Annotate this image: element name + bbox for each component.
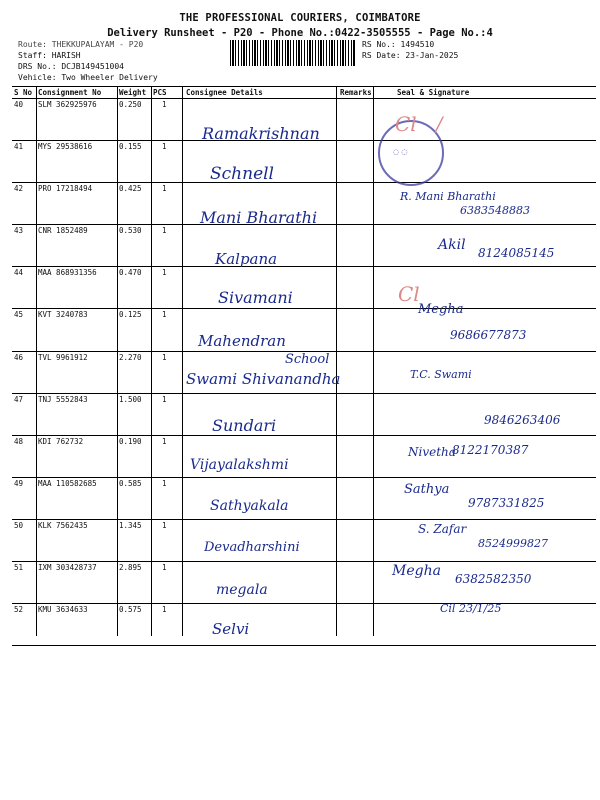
hw-signature: R. Mani Bharathi <box>400 190 496 203</box>
hw-phone: 8124085145 <box>478 246 555 260</box>
drs-number: DRS No.: DCJB149451004 <box>18 62 124 71</box>
cell-sno: 49 <box>14 478 24 488</box>
table-row <box>12 267 596 309</box>
col-remarks: Remarks <box>340 88 372 97</box>
cell-sno: 40 <box>14 100 24 109</box>
hw-name: megala <box>216 582 268 598</box>
cell-weight: 0.190 <box>119 436 142 446</box>
hw-phone: 6383548883 <box>460 204 530 217</box>
hw-signature: Megha <box>392 563 441 579</box>
red-mark: Cl / <box>395 112 443 136</box>
col-weight: Weight <box>119 88 147 97</box>
cell-consignment-no: TNJ 5552843 <box>38 394 88 404</box>
cell-consignment-no: PRO 17218494 <box>38 184 93 194</box>
cell-weight: 0.470 <box>119 268 142 278</box>
route-label: Route: THEKKUPALAYAM - P20 <box>18 40 144 49</box>
cell-pcs: 1 <box>162 520 167 530</box>
col-pcs: PCS <box>153 88 167 97</box>
cell-consignment-no: CNR 1852489 <box>38 226 88 236</box>
cell-sno: 48 <box>14 436 24 446</box>
hw-signature: Megha <box>418 302 464 317</box>
table-row <box>12 141 596 183</box>
cell-weight: 2.270 <box>119 352 142 362</box>
cell-pcs: 1 <box>162 605 167 615</box>
cell-pcs: 1 <box>162 563 167 573</box>
cell-consignment-no: KLK 7562435 <box>38 520 88 530</box>
runsheet-subtitle: Delivery Runsheet - P20 - Phone No.:0422-3505555 - Page No.:4 <box>107 27 493 39</box>
hw-name: Mani Bharathi <box>200 208 318 227</box>
col-divider <box>373 86 374 636</box>
hw-signature: Nivetha <box>408 445 456 459</box>
cell-pcs: 1 <box>162 310 167 320</box>
cell-pcs: 1 <box>162 226 167 236</box>
hw-name: Sathyakala <box>210 498 289 514</box>
cell-sno: 52 <box>14 605 24 615</box>
hw-name: Schnell <box>210 164 274 184</box>
row-separator <box>12 645 596 646</box>
hw-phone: 6382582350 <box>455 572 532 586</box>
col-divider <box>117 86 118 636</box>
cell-sno: 46 <box>14 352 24 362</box>
cell-consignment-no: MAA 868931356 <box>38 268 97 278</box>
staff-label: Staff: HARISH <box>18 51 81 60</box>
cell-pcs: 1 <box>162 100 167 109</box>
hw-signature: S. Zafar <box>418 522 467 536</box>
cell-pcs: 1 <box>162 352 167 362</box>
hw-signature: T.C. Swami <box>410 368 472 381</box>
cell-weight: 2.895 <box>119 563 142 573</box>
cell-weight: 1.345 <box>119 520 142 530</box>
hw-name: Swami Shivanandha <box>186 370 341 388</box>
cell-pcs: 1 <box>162 142 167 152</box>
cell-pcs: 1 <box>162 184 167 194</box>
stamp-mark: ◌ ◌ <box>393 148 408 156</box>
cell-consignment-no: KVT 3240783 <box>38 310 88 320</box>
hw-name: School <box>285 352 330 367</box>
cell-weight: 0.530 <box>119 226 142 236</box>
cell-sno: 51 <box>14 563 24 573</box>
cell-sno: 43 <box>14 226 24 236</box>
cell-consignment-no: KMU 3634633 <box>38 605 88 615</box>
cell-weight: 0.155 <box>119 142 142 152</box>
cell-pcs: 1 <box>162 394 167 404</box>
col-divider <box>151 86 152 636</box>
col-consignee: Consignee Details <box>186 88 263 97</box>
hw-name: Sundari <box>212 416 277 435</box>
cell-consignment-no: MAA 110582685 <box>38 478 97 488</box>
cell-sno: 45 <box>14 310 24 320</box>
hw-phone: 8122170387 <box>452 443 529 457</box>
hw-signature: Cil 23/1/25 <box>440 602 502 615</box>
hw-name: Selvi <box>212 620 250 638</box>
rs-number: RS No.: 1494510 <box>362 40 435 49</box>
cell-weight: 0.250 <box>119 100 142 109</box>
cell-consignment-no: SLM 362925976 <box>38 100 97 109</box>
hw-name: Mahendran <box>198 332 286 350</box>
cell-weight: 1.500 <box>119 394 142 404</box>
cell-consignment-no: MYS 29538616 <box>38 142 93 152</box>
cell-sno: 50 <box>14 520 24 530</box>
col-divider <box>336 86 337 636</box>
cell-consignment-no: IXM 303428737 <box>38 563 97 573</box>
cell-sno: 41 <box>14 142 24 152</box>
table-header <box>12 87 596 99</box>
table-row <box>12 604 596 646</box>
hw-name: Sivamani <box>218 288 293 307</box>
col-divider <box>182 86 183 636</box>
hw-signature: Akil <box>438 237 466 253</box>
cell-pcs: 1 <box>162 436 167 446</box>
hw-name: Devadharshini <box>204 540 300 555</box>
cell-sno: 44 <box>14 268 24 278</box>
col-sno: S No <box>14 88 33 97</box>
col-consignment: Consignment No <box>38 88 102 97</box>
hw-name: Ramakrishnan <box>202 124 320 143</box>
cell-weight: 0.575 <box>119 605 142 615</box>
cell-weight: 0.425 <box>119 184 142 194</box>
rs-date: RS Date: 23-Jan-2025 <box>362 51 459 60</box>
cell-weight: 0.585 <box>119 478 142 488</box>
cell-pcs: 1 <box>162 478 167 488</box>
company-title: THE PROFESSIONAL COURIERS, COIMBATORE <box>179 12 421 24</box>
hw-name: Kalpana <box>215 250 278 268</box>
barcode <box>230 40 355 66</box>
vehicle-label: Vehicle: Two Wheeler Delivery <box>18 73 158 82</box>
hw-name: Vijayalakshmi <box>190 457 289 473</box>
red-mark: Cl <box>398 282 420 306</box>
cell-sno: 47 <box>14 394 24 404</box>
hw-phone: 9787331825 <box>468 496 545 510</box>
col-divider <box>36 86 37 636</box>
hw-signature: Sathya <box>404 482 450 497</box>
cell-sno: 42 <box>14 184 24 194</box>
cell-consignment-no: TVL 9961912 <box>38 352 88 362</box>
hw-phone: 8524999827 <box>478 537 548 550</box>
cell-pcs: 1 <box>162 268 167 278</box>
col-seal: Seal & Signature <box>397 88 470 97</box>
cell-consignment-no: KDI 762732 <box>38 436 84 446</box>
hw-phone: 9846263406 <box>484 413 561 427</box>
cell-weight: 0.125 <box>119 310 142 320</box>
hw-phone: 9686677873 <box>450 328 527 342</box>
